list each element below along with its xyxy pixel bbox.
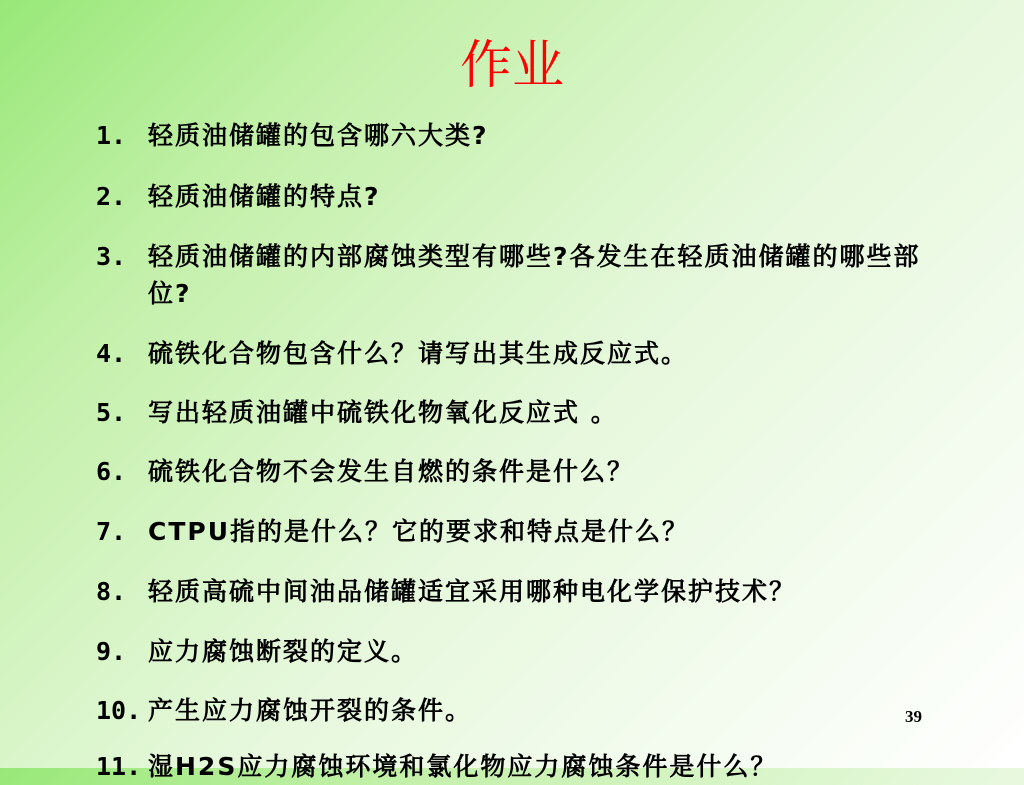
item-number: 9. [96, 637, 127, 666]
list-item [96, 573, 976, 610]
list-item [96, 178, 976, 215]
item-text: 硫铁化合物包含什么？请写出其生成反应式。 [148, 339, 689, 368]
item-text: 写出轻质油罐中硫铁化物氧化反应式 。 [148, 398, 618, 427]
item-number: 2. [96, 182, 127, 211]
item-number: 10. [96, 696, 142, 725]
item-text: 轻质油储罐的特点? [148, 182, 381, 211]
item-text: 产生应力腐蚀开裂的条件。 [148, 696, 473, 725]
item-number: 5. [96, 398, 127, 427]
item-number: 7. [96, 517, 127, 546]
page-number: 39 [905, 707, 922, 726]
list-item [96, 633, 976, 670]
list-item [96, 513, 976, 550]
item-text: 轻质高硫中间油品储罐适宜采用哪种电化学保护技术？ [148, 577, 797, 606]
item-text: 应力腐蚀断裂的定义。 [148, 637, 419, 666]
list-item [96, 453, 976, 490]
slide-title: 作业 [459, 36, 564, 96]
item-number: 6. [96, 457, 127, 486]
item-text: 湿H2S应力腐蚀环境和氯化物应力腐蚀条件是什么？ [148, 752, 778, 781]
item-number: 1. [96, 121, 127, 150]
item-text: 硫铁化合物不会发生自燃的条件是什么？ [148, 457, 635, 486]
item-number: 3. [96, 242, 127, 271]
item-text: 轻质油储罐的包含哪六大类? [148, 121, 489, 150]
item-number: 8. [96, 577, 127, 606]
list-item [96, 692, 976, 729]
list-item [96, 117, 976, 154]
list-item [96, 335, 976, 372]
list-item [96, 238, 976, 312]
item-number: 4. [96, 339, 127, 368]
list-item [96, 748, 976, 785]
list-item [96, 394, 976, 431]
item-number: 11. [96, 752, 142, 781]
item-text: 轻质油储罐的内部腐蚀类型有哪些?各发生在轻质油储罐的哪些部位? [148, 242, 921, 308]
item-text: CTPU指的是什么？它的要求和特点是什么？ [148, 517, 690, 546]
